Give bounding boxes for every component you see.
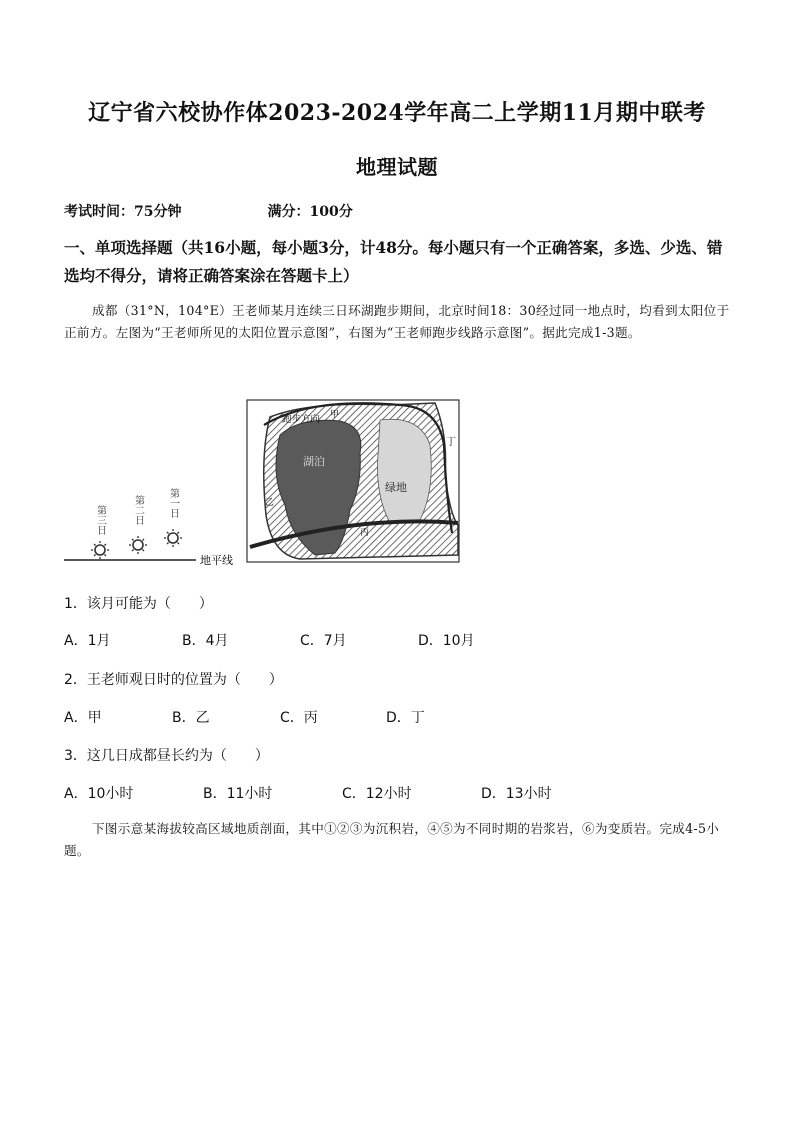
green-area [378, 419, 432, 523]
lake-label: 湖泊 [303, 455, 325, 468]
day-3-label: 第三日 [94, 505, 106, 535]
sun-day-2 [129, 494, 147, 554]
q2-option-a: A．甲 [64, 710, 102, 726]
yi-label: 乙 [265, 498, 275, 508]
q3-option-c: C．12小时 [342, 786, 412, 802]
passage-1: 成都（31°N，104°E）王老师某月连续三日环湖跑步期间，北京时间18：30经过同一地点时，均看到太阳位于正前方。左图为“王老师所见的太阳位置示意图”，右图为“王老师跑步线路示意图”。据此完成1-3题。 [64, 303, 730, 340]
exam-info [64, 201, 353, 221]
q2-option-b: B．乙 [172, 710, 210, 726]
green-label: 绿地 [385, 481, 407, 494]
q1-option-a: A．1月 [64, 633, 111, 649]
q2-option-d: D．丁 [386, 710, 425, 726]
q1-option-b: B．4月 [182, 633, 229, 649]
exam-score: 满分：100分 [267, 204, 353, 220]
q1-option-c: C．7月 [300, 633, 347, 649]
q1-option-d: D．10月 [418, 633, 475, 649]
sun-day-3 [91, 504, 109, 559]
passage-2: 下图示意某海拔较高区域地质剖面，其中①②③为沉积岩，④⑤为不同时期的岩浆岩，⑥为变质岩。完成4-5小题。 [64, 821, 720, 858]
q3-option-d: D．13小时 [481, 786, 552, 802]
bing-label: 丙 [360, 528, 370, 538]
figure [60, 395, 480, 575]
document-title: 辽宁省六校协作体2023-2024学年高二上学期11月期中联考 [88, 100, 706, 126]
question-1: 1．该月可能为（ ） [64, 596, 213, 612]
ding-label: 丁 [446, 437, 456, 448]
question-2: 2．王老师观日时的位置为（ ） [64, 672, 283, 688]
exam-time: 考试时间：75分钟 [64, 204, 182, 220]
document-subtitle: 地理试题 [356, 155, 438, 179]
q3-option-b: B．11小时 [203, 786, 273, 802]
jia-label: 甲 [330, 410, 340, 420]
route-map [247, 400, 459, 562]
q2-option-c: C．丙 [280, 710, 318, 726]
day-2-label: 第二日 [132, 495, 144, 525]
direction-label: 跑步方向 [282, 414, 321, 425]
question-3: 3．这几日成都昼长约为（ ） [64, 748, 269, 764]
q3-option-a: A．10小时 [64, 786, 134, 802]
section-heading: 一、单项选择题（共16小题，每小题3分，计48分。每小题只有一个正确答案，多选、少选、错选均不得分，请将正确答案涂在答题卡上） [64, 238, 723, 285]
day-1-label: 第一日 [167, 488, 179, 518]
sun-day-1 [164, 487, 182, 547]
horizon-label: 地平线 [200, 554, 233, 567]
